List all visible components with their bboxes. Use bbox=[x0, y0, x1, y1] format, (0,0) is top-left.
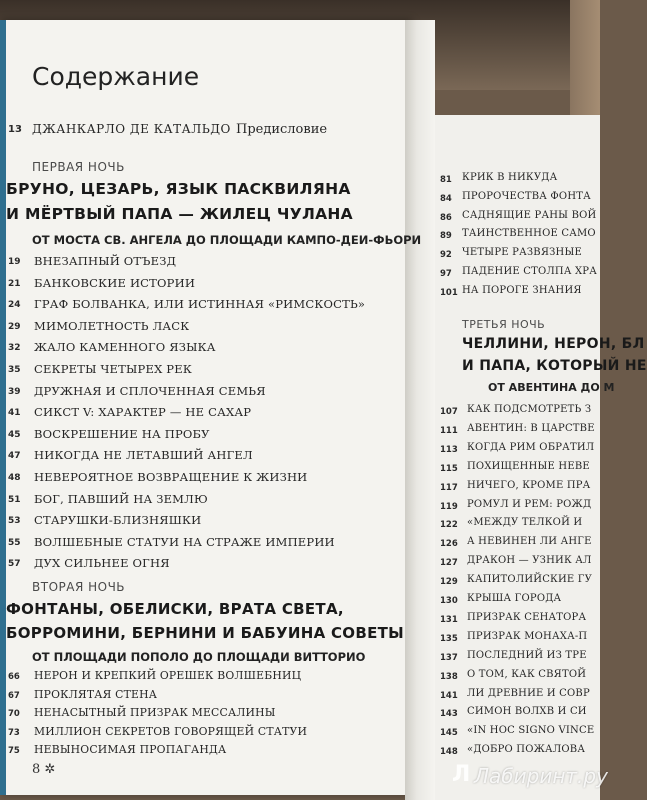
toc-entry-title: КАПИТОЛИЙСКИЕ ГУ bbox=[467, 574, 593, 586]
book-gutter bbox=[405, 20, 435, 800]
toc-entry-title: ПАДЕНИЕ СТОЛПА ХРА bbox=[462, 266, 598, 277]
toc-entry-title: ПРИЗРАК МОНАХА-П bbox=[467, 630, 588, 642]
toc-page-number: 45 bbox=[8, 429, 21, 440]
toc-entry-title: ЖАЛО КАМЕННОГО ЯЗЫКА bbox=[34, 340, 216, 355]
toc-entry-title: КАК ПОДСМОТРЕТЬ З bbox=[467, 404, 592, 415]
toc-entry-title: А НЕВИНЕН ЛИ АНГЕ bbox=[467, 536, 592, 548]
toc-page-number: 21 bbox=[8, 278, 21, 289]
night3-heading-line2: И ПАПА, КОТОРЫЙ НЕ bbox=[462, 358, 647, 374]
toc-page-number: 57 bbox=[8, 559, 21, 570]
watermark-text: Лабиринт.ру bbox=[474, 764, 608, 788]
toc-entry-title: НЕВЫНОСИМАЯ ПРОПАГАНДА bbox=[34, 743, 227, 756]
toc-page-number: 130 bbox=[440, 596, 458, 606]
toc-entry-title: СИМОН ВОЛХВ И СИ bbox=[467, 706, 587, 718]
toc-page-number: 19 bbox=[8, 257, 21, 267]
preface-entry bbox=[32, 118, 327, 137]
toc-page-number: 138 bbox=[440, 671, 458, 682]
toc-entry-title: СИКСТ V: ХАРАКТЕР — НЕ САХАР bbox=[34, 405, 252, 420]
toc-page-number: 115 bbox=[440, 463, 458, 474]
toc-entry-title: ПОХИЩЕННЫЕ НЕВЕ bbox=[467, 460, 590, 472]
toc-page-number: 126 bbox=[440, 539, 458, 550]
toc-page-number: 51 bbox=[8, 494, 21, 505]
toc-entry-title: ТАИНСТВЕННОЕ САМО bbox=[462, 228, 596, 240]
night1-label: ПЕРВАЯ НОЧЬ bbox=[32, 160, 125, 174]
toc-page-number: 117 bbox=[440, 482, 458, 493]
toc-entry-title: «МЕЖДУ ТЕЛКОЙ И bbox=[467, 517, 583, 529]
toc-page-number: 73 bbox=[8, 727, 20, 738]
toc-page-number: 122 bbox=[440, 520, 458, 531]
night2-label: ВТОРАЯ НОЧЬ bbox=[32, 580, 126, 594]
toc-entry-title: ЧЕТЫРЕ РАЗВЯЗНЫЕ bbox=[462, 247, 582, 259]
toc-entry-title: КРИК В НИКУДА bbox=[462, 172, 558, 183]
night2-heading-line1: ФОНТАНЫ, ОБЕЛИСКИ, ВРАТА СВЕТА, bbox=[6, 600, 344, 618]
toc-page-number: 148 bbox=[440, 747, 458, 758]
toc-page-number: 89 bbox=[440, 231, 452, 242]
toc-entry-title: ВОСКРЕШЕНИЕ НА ПРОБУ bbox=[34, 426, 210, 441]
toc-entry-title: БОГ, ПАВШИЙ НА ЗЕМЛЮ bbox=[34, 491, 208, 506]
toc-entry-title: О ТОМ, КАК СВЯТОЙ bbox=[467, 668, 587, 680]
toc-page-number: 67 bbox=[8, 690, 20, 701]
book-cover-edge bbox=[0, 20, 6, 795]
toc-page-number: 137 bbox=[440, 652, 458, 663]
toc-entry-title: НИКОГДА НЕ ЛЕТАВШИЙ АНГЕЛ bbox=[34, 448, 253, 463]
toc-entry-title: АВЕНТИН: В ЦАРСТВЕ bbox=[467, 422, 595, 434]
toc-page-number: 75 bbox=[8, 746, 20, 756]
preface-page-number: 13 bbox=[8, 124, 22, 135]
toc-entry-title: СТАРУШКИ-БЛИЗНЯШКИ bbox=[34, 513, 202, 528]
toc-entry-title: МИЛЛИОН СЕКРЕТОВ ГОВОРЯЩЕЙ СТАТУИ bbox=[34, 724, 308, 738]
toc-entry-title: ДРАКОН — УЗНИК АЛ bbox=[467, 555, 592, 567]
toc-page-number: 66 bbox=[8, 672, 20, 682]
night3-label: ТРЕТЬЯ НОЧЬ bbox=[462, 318, 546, 331]
night2-heading-line2: БОРРОМИНИ, БЕРНИНИ И БАБУИНА СОВЕТЫ bbox=[6, 624, 405, 642]
night2-route: ОТ ПЛОЩАДИ ПОПОЛО ДО ПЛОЩАДИ ВИТТОРИО bbox=[32, 650, 366, 664]
toc-entry-title: КРЫША ГОРОДА bbox=[467, 593, 562, 604]
toc-entry-title: НЕРОН И КРЕПКИЙ ОРЕШЕК ВОЛШЕБНИЦ bbox=[34, 669, 302, 682]
preface-label: Предисловие bbox=[236, 122, 328, 137]
toc-page-number: 53 bbox=[8, 516, 21, 527]
toc-page-number: 29 bbox=[8, 321, 21, 332]
toc-page-number: 143 bbox=[440, 709, 458, 720]
toc-entry-title: «IN HOC SIGNO VINCE bbox=[467, 725, 595, 737]
toc-page-number: 127 bbox=[440, 558, 458, 569]
toc-page-number: 131 bbox=[440, 614, 458, 625]
toc-page-number: 84 bbox=[440, 193, 452, 204]
night1-heading-line2: И МЁРТВЫЙ ПАПА — ЖИЛЕЦ ЧУЛАНА bbox=[6, 205, 353, 223]
toc-page-number: 55 bbox=[8, 537, 21, 548]
night3-heading-line1: ЧЕЛЛИНИ, НЕРОН, БЛ bbox=[462, 336, 645, 352]
toc-page-number: 135 bbox=[440, 633, 458, 644]
night1-heading-line1: БРУНО, ЦЕЗАРЬ, ЯЗЫК ПАСКВИЛЯНА bbox=[6, 180, 351, 198]
toc-page-number: 32 bbox=[8, 343, 21, 354]
toc-page-number: 145 bbox=[440, 728, 458, 739]
toc-entry-title: НЕНАСЫТНЫЙ ПРИЗРАК МЕССАЛИНЫ bbox=[34, 706, 276, 719]
page-title: Содержание bbox=[32, 62, 200, 91]
toc-page-number: 119 bbox=[440, 501, 458, 512]
toc-entry-title: НА ПОРОГЕ ЗНАНИЯ bbox=[462, 284, 582, 296]
toc-page-number: 111 bbox=[440, 425, 458, 436]
toc-entry-title: ПРИЗРАК СЕНАТОРА bbox=[467, 611, 587, 623]
toc-entry-title: ГРАФ БОЛВАНКА, ИЛИ ИСТИННАЯ «РИМСКОСТЬ» bbox=[34, 297, 366, 312]
toc-entry-title: САДНЯЩИЕ РАНЫ ВОЙ bbox=[462, 209, 597, 221]
toc-page-number: 35 bbox=[8, 365, 21, 375]
toc-page-number: 81 bbox=[440, 175, 452, 185]
toc-page-number: 41 bbox=[8, 408, 21, 419]
night1-route: ОТ МОСТА СВ. АНГЕЛА ДО ПЛОЩАДИ КАМПО-ДЕИ-ФЬОРИ bbox=[32, 233, 422, 247]
toc-entry-title: МИМОЛЕТНОСТЬ ЛАСК bbox=[34, 318, 190, 333]
toc-page-number: 39 bbox=[8, 386, 21, 397]
toc-entry-title: ДРУЖНАЯ И СПЛОЧЕННАЯ СЕМЬЯ bbox=[34, 383, 266, 398]
toc-page-number: 92 bbox=[440, 250, 452, 261]
toc-page-number: 97 bbox=[440, 269, 452, 279]
toc-entry-title: ПОСЛЕДНИЙ ИЗ ТРЕ bbox=[467, 649, 587, 661]
toc-entry-title: ДУХ СИЛЬНЕЕ ОГНЯ bbox=[34, 556, 170, 571]
toc-page-number: 24 bbox=[8, 300, 21, 311]
toc-page-number: 107 bbox=[440, 407, 458, 417]
toc-entry-title: НИЧЕГО, КРОМЕ ПРА bbox=[467, 479, 591, 491]
toc-entry-title: ПРОКЛЯТАЯ СТЕНА bbox=[34, 687, 158, 701]
toc-entry-title: КОГДА РИМ ОБРАТИЛ bbox=[467, 441, 595, 453]
night3-route: ОТ АВЕНТИНА ДО М bbox=[488, 381, 615, 394]
toc-entry-title: ЛИ ДРЕВНИЕ И СОВР bbox=[467, 687, 590, 699]
toc-page-number: 141 bbox=[440, 690, 458, 701]
toc-page-number: 47 bbox=[8, 451, 21, 462]
toc-page-number: 101 bbox=[440, 287, 458, 298]
toc-entry-title: РОМУЛ И РЕМ: РОЖД bbox=[467, 498, 592, 510]
toc-entry-title: СЕКРЕТЫ ЧЕТЫРЕХ РЕК bbox=[34, 362, 192, 376]
page-footer-number: 8 ✲ bbox=[32, 762, 56, 777]
toc-entry-title: ПРОРОЧЕСТВА ФОНТА bbox=[462, 190, 591, 202]
toc-page-number: 129 bbox=[440, 577, 458, 588]
toc-entry-title: «ДОБРО ПОЖАЛОВА bbox=[467, 744, 586, 756]
watermark-logo: Л bbox=[452, 762, 471, 787]
toc-entry-title: БАНКОВСКИЕ ИСТОРИИ bbox=[34, 275, 196, 290]
toc-page-number: 48 bbox=[8, 473, 21, 483]
toc-page-number: 70 bbox=[8, 709, 20, 719]
toc-entry-title: НЕВЕРОЯТНОЕ ВОЗВРАЩЕНИЕ К ЖИЗНИ bbox=[34, 470, 308, 484]
toc-page-number: 113 bbox=[440, 444, 458, 455]
toc-page-number: 86 bbox=[440, 212, 452, 223]
toc-entry-title: ВНЕЗАПНЫЙ ОТЪЕЗД bbox=[34, 254, 177, 268]
toc-entry-title: ВОЛШЕБНЫЕ СТАТУИ НА СТРАЖЕ ИМПЕРИИ bbox=[34, 534, 335, 549]
preface-author: ДЖАНКАРЛО ДЕ КАТАЛЬДО bbox=[32, 122, 231, 136]
